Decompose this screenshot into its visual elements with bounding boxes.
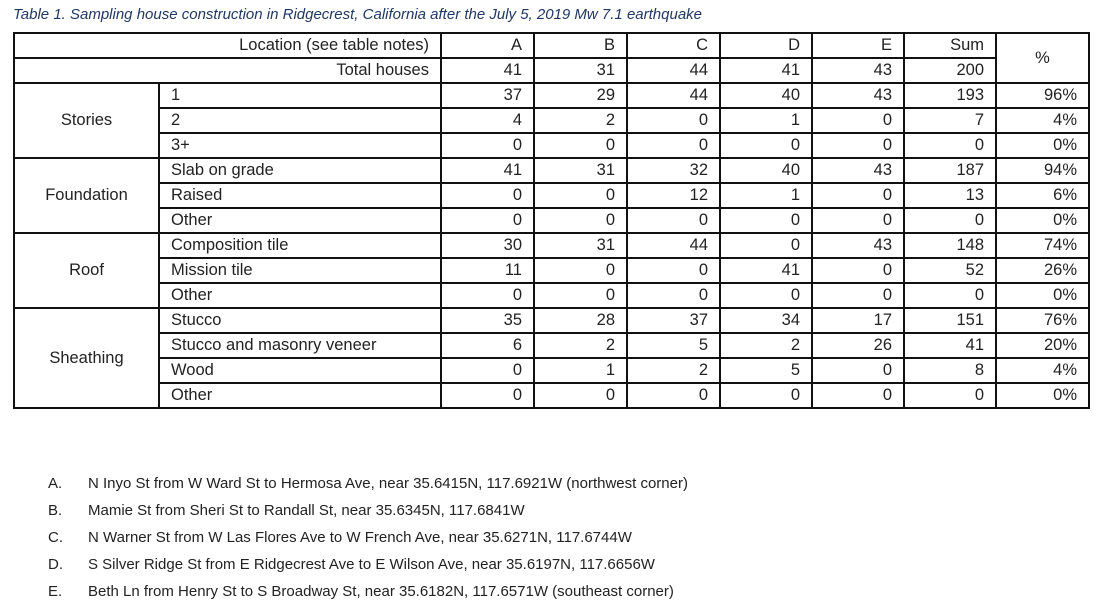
table-cell: 0 — [627, 383, 720, 408]
table-cell: 0 — [904, 208, 996, 233]
table-cell: 37 — [441, 83, 534, 108]
table-cell: 41 — [720, 258, 812, 283]
percent-cell: 20% — [996, 333, 1089, 358]
note-text: N Warner St from W Las Flores Ave to W French Ave, near 35.6271N, 117.6744W — [88, 529, 632, 546]
table-cell: 40 — [720, 158, 812, 183]
table-cell: 37 — [627, 308, 720, 333]
table-cell: 0 — [812, 283, 904, 308]
table-cell: 0 — [812, 383, 904, 408]
table-row — [14, 83, 1089, 108]
table-cell: 151 — [904, 308, 996, 333]
row-label: Other — [159, 383, 441, 408]
table-cell: 0 — [534, 383, 627, 408]
percent-cell: 4% — [996, 108, 1089, 133]
table-row — [14, 283, 1089, 308]
percent-cell: 74% — [996, 233, 1089, 258]
table-cell: 44 — [627, 83, 720, 108]
column-header-b: B — [534, 33, 627, 58]
row-label: Mission tile — [159, 258, 441, 283]
group-label: Sheathing — [14, 308, 159, 408]
percent-cell: 76% — [996, 308, 1089, 333]
table-row — [14, 208, 1089, 233]
row-label: 1 — [159, 83, 441, 108]
table-cell: 187 — [904, 158, 996, 183]
table-row — [14, 308, 1089, 333]
table-cell: 0 — [441, 208, 534, 233]
table-cell: 30 — [441, 233, 534, 258]
table-cell: 148 — [904, 233, 996, 258]
table-cell: 0 — [812, 208, 904, 233]
table-cell: 40 — [720, 83, 812, 108]
note-key: A. — [48, 475, 63, 492]
table-notes — [48, 470, 688, 605]
table-cell: 1 — [534, 358, 627, 383]
table-cell: 29 — [534, 83, 627, 108]
column-header-a: A — [441, 33, 534, 58]
table-cell: 5 — [720, 358, 812, 383]
row-label: 3+ — [159, 133, 441, 158]
column-header-e: E — [812, 33, 904, 58]
table-cell: 44 — [627, 233, 720, 258]
table-cell: 0 — [534, 133, 627, 158]
table-cell: 1 — [720, 183, 812, 208]
table-cell: 0 — [627, 133, 720, 158]
percent-cell: 0% — [996, 133, 1089, 158]
table-cell: 41 — [904, 333, 996, 358]
total-c: 44 — [627, 58, 720, 83]
row-label: Slab on grade — [159, 158, 441, 183]
percent-cell: 26% — [996, 258, 1089, 283]
note-item — [48, 578, 688, 605]
table-cell: 43 — [812, 158, 904, 183]
percent-cell: 4% — [996, 358, 1089, 383]
total-houses-label: Total houses — [14, 58, 441, 83]
group-label: Stories — [14, 83, 159, 158]
note-item — [48, 524, 688, 551]
table-caption: Table 1. Sampling house construction in Ridgecrest, California after the July 5, 2019 Mw 7.1 earthquake — [13, 6, 703, 23]
note-text: Beth Ln from Henry St to S Broadway St, near 35.6182N, 117.6571W (southeast corner) — [88, 583, 674, 600]
table-cell: 12 — [627, 183, 720, 208]
table-cell: 1 — [720, 108, 812, 133]
table-cell: 193 — [904, 83, 996, 108]
table-cell: 0 — [720, 133, 812, 158]
table-cell: 52 — [904, 258, 996, 283]
table-cell: 35 — [441, 308, 534, 333]
table-cell: 32 — [627, 158, 720, 183]
table-cell: 11 — [441, 258, 534, 283]
table-cell: 0 — [904, 133, 996, 158]
table-cell: 0 — [720, 383, 812, 408]
table-cell: 4 — [441, 108, 534, 133]
table-row — [14, 183, 1089, 208]
table-row — [14, 158, 1089, 183]
table-cell: 0 — [534, 183, 627, 208]
table-cell: 0 — [627, 108, 720, 133]
table-cell: 0 — [441, 383, 534, 408]
table-cell: 0 — [441, 358, 534, 383]
column-header-sum: Sum — [904, 33, 996, 58]
table-cell: 0 — [534, 258, 627, 283]
table-cell: 43 — [812, 83, 904, 108]
percent-cell: 96% — [996, 83, 1089, 108]
row-label: Wood — [159, 358, 441, 383]
table-row — [14, 358, 1089, 383]
location-header: Location (see table notes) — [14, 33, 441, 58]
note-item — [48, 497, 688, 524]
table-cell: 2 — [534, 108, 627, 133]
note-item — [48, 551, 688, 578]
row-label: 2 — [159, 108, 441, 133]
table-row — [14, 333, 1089, 358]
group-label: Foundation — [14, 158, 159, 233]
total-sum: 200 — [904, 58, 996, 83]
note-key: D. — [48, 556, 63, 573]
table-cell: 41 — [441, 158, 534, 183]
row-label: Raised — [159, 183, 441, 208]
table-cell: 0 — [812, 358, 904, 383]
total-d: 41 — [720, 58, 812, 83]
table-cell: 0 — [627, 258, 720, 283]
percent-cell: 0% — [996, 383, 1089, 408]
table-cell: 28 — [534, 308, 627, 333]
table-cell: 13 — [904, 183, 996, 208]
table-row — [14, 133, 1089, 158]
group-label: Roof — [14, 233, 159, 308]
table-cell: 34 — [720, 308, 812, 333]
table-cell: 6 — [441, 333, 534, 358]
table-cell: 0 — [812, 258, 904, 283]
note-key: C. — [48, 529, 63, 546]
percent-header: % — [996, 33, 1089, 83]
percent-cell: 0% — [996, 208, 1089, 233]
percent-cell: 94% — [996, 158, 1089, 183]
row-label: Composition tile — [159, 233, 441, 258]
table-cell: 8 — [904, 358, 996, 383]
table-cell: 0 — [904, 283, 996, 308]
row-label: Other — [159, 283, 441, 308]
note-key: E. — [48, 583, 63, 600]
construction-table — [13, 32, 1090, 409]
note-key: B. — [48, 502, 63, 519]
column-header-d: D — [720, 33, 812, 58]
header-row-location — [14, 33, 1089, 58]
table-cell: 2 — [720, 333, 812, 358]
total-e: 43 — [812, 58, 904, 83]
table-cell: 0 — [534, 283, 627, 308]
table-cell: 0 — [441, 133, 534, 158]
table-cell: 31 — [534, 233, 627, 258]
table-cell: 0 — [627, 208, 720, 233]
table-cell: 0 — [904, 383, 996, 408]
total-a: 41 — [441, 58, 534, 83]
table-cell: 0 — [534, 208, 627, 233]
percent-cell: 6% — [996, 183, 1089, 208]
table-cell: 0 — [627, 283, 720, 308]
row-label: Stucco and masonry veneer — [159, 333, 441, 358]
table-cell: 0 — [812, 108, 904, 133]
note-text: Mamie St from Sheri St to Randall St, near 35.6345N, 117.6841W — [88, 502, 525, 519]
table-cell: 26 — [812, 333, 904, 358]
table-cell: 0 — [720, 283, 812, 308]
row-label: Stucco — [159, 308, 441, 333]
table-cell: 2 — [627, 358, 720, 383]
table-cell: 0 — [720, 208, 812, 233]
note-text: S Silver Ridge St from E Ridgecrest Ave to E Wilson Ave, near 35.6197N, 117.6656W — [88, 556, 655, 573]
table-cell: 43 — [812, 233, 904, 258]
table-cell: 0 — [812, 133, 904, 158]
table-cell: 0 — [441, 283, 534, 308]
table-cell: 0 — [720, 233, 812, 258]
note-text: N Inyo St from W Ward St to Hermosa Ave, near 35.6415N, 117.6921W (northwest corner) — [88, 475, 688, 492]
table-cell: 7 — [904, 108, 996, 133]
table-cell: 17 — [812, 308, 904, 333]
row-label: Other — [159, 208, 441, 233]
column-header-c: C — [627, 33, 720, 58]
percent-cell: 0% — [996, 283, 1089, 308]
table-row — [14, 233, 1089, 258]
table-row — [14, 383, 1089, 408]
note-item — [48, 470, 688, 497]
header-row-totals — [14, 58, 1089, 83]
table-cell: 2 — [534, 333, 627, 358]
table-row — [14, 258, 1089, 283]
table-cell: 0 — [812, 183, 904, 208]
total-b: 31 — [534, 58, 627, 83]
table-row — [14, 108, 1089, 133]
table-cell: 5 — [627, 333, 720, 358]
table-cell: 31 — [534, 158, 627, 183]
table-cell: 0 — [441, 183, 534, 208]
